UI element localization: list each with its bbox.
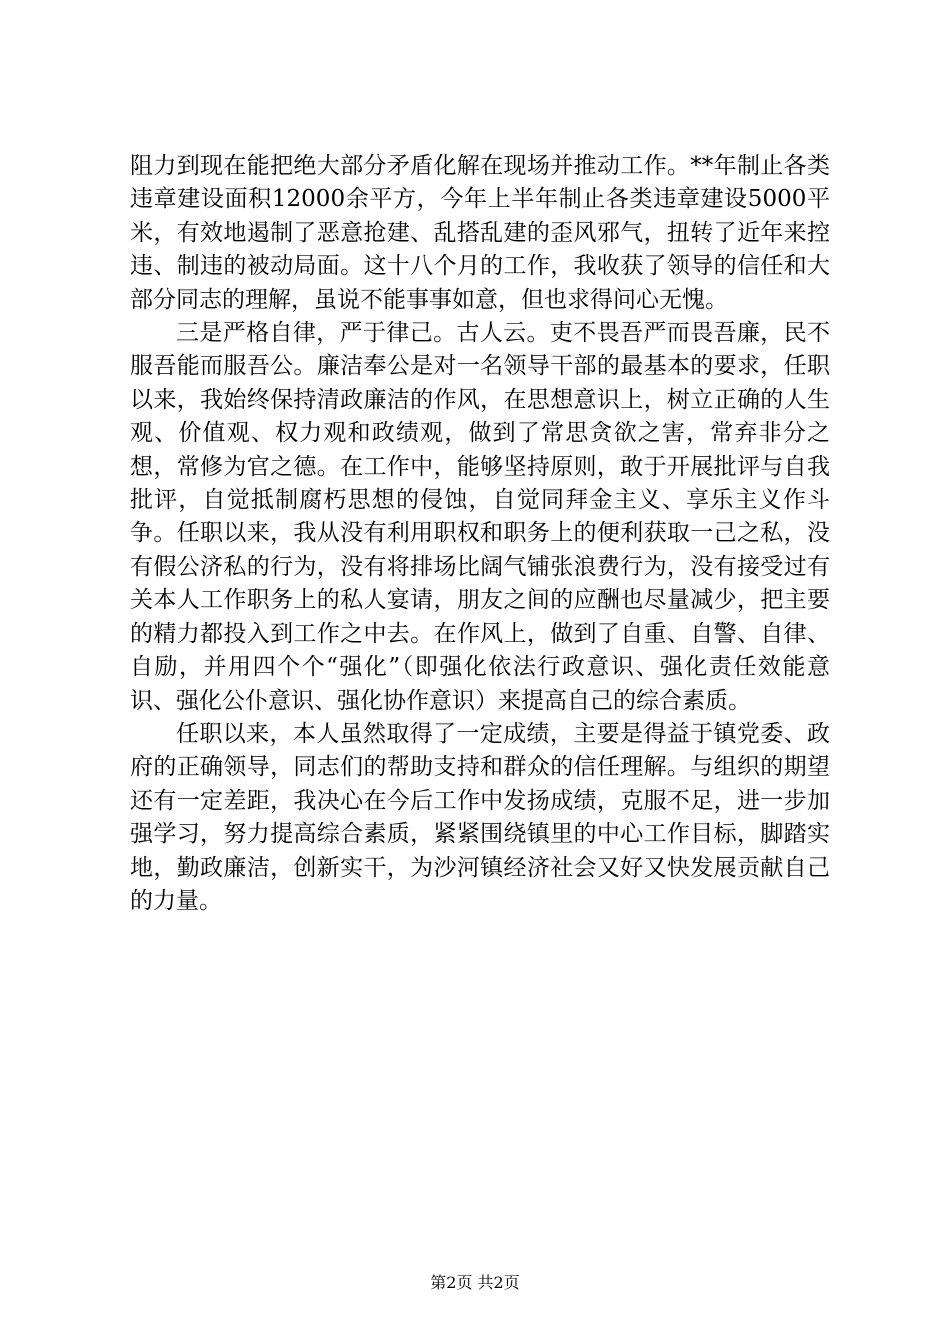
page-number-footer: 第2页 共2页 <box>430 1273 520 1292</box>
paragraph-conclusion: 任职以来，本人虽然取得了一定成绩，主要是得益于镇党委、政府的正确领导，同志们的帮助支持和群众的信任理解。与组织的期望还有一定差距，我决心在今后工作中发扬成绩，克服不足，进一步加强学习，努力提高综合素质，紧紧围绕镇里的中心工作目标，脚踏实地，勤政廉洁，创新实干，为沙河镇经济社会又好又快发展贡献自己的力量。 <box>130 720 830 914</box>
paragraph-continuation: 阻力到现在能把绝大部分矛盾化解在现场并推动工作。**年制止各类违章建设面积12000余平方，今年上半年制止各类违章建设5000平米，有效地遏制了恶意抢建、乱搭乱建的歪风邪气，扭转了近年来控违、制违的被动局面。这十八个月的工作，我收获了领导的信任和大部分同志的理解，虽说不能事事如意，但也求得问心无愧。 <box>130 153 830 313</box>
document-body <box>130 150 830 918</box>
paragraph-self-discipline: 三是严格自律，严于律己。古人云。吏不畏吾严而畏吾廉，民不服吾能而服吾公。廉洁奉公是对一名领导干部的最基本的要求，任职以来，我始终保持清政廉洁的作风，在思想意识上，树立正确的人生观、价值观、权力观和政绩观，做到了常思贪欲之害，常弃非分之想，常修为官之德。在工作中，能够坚持原则，敢于开展批评与自我批评，自觉抵制腐朽思想的侵蚀，自觉同拜金主义、享乐主义作斗争。任职以来，我从没有利用职权和职务上的便利获取一己之私，没有假公济私的行为，没有将排场比阔气铺张浪费行为，没有接受过有关本人工作职务上的私人宴请，朋友之间的应酬也尽量减少，把主要的精力都投入到工作之中去。在作风上，做到了自重、自警、自律、自励，并用四个个“强化”（即强化依法行政意识、强化责任效能意识、强化公仆意识、强化协作意识）来提高自己的综合素质。 <box>130 320 830 714</box>
